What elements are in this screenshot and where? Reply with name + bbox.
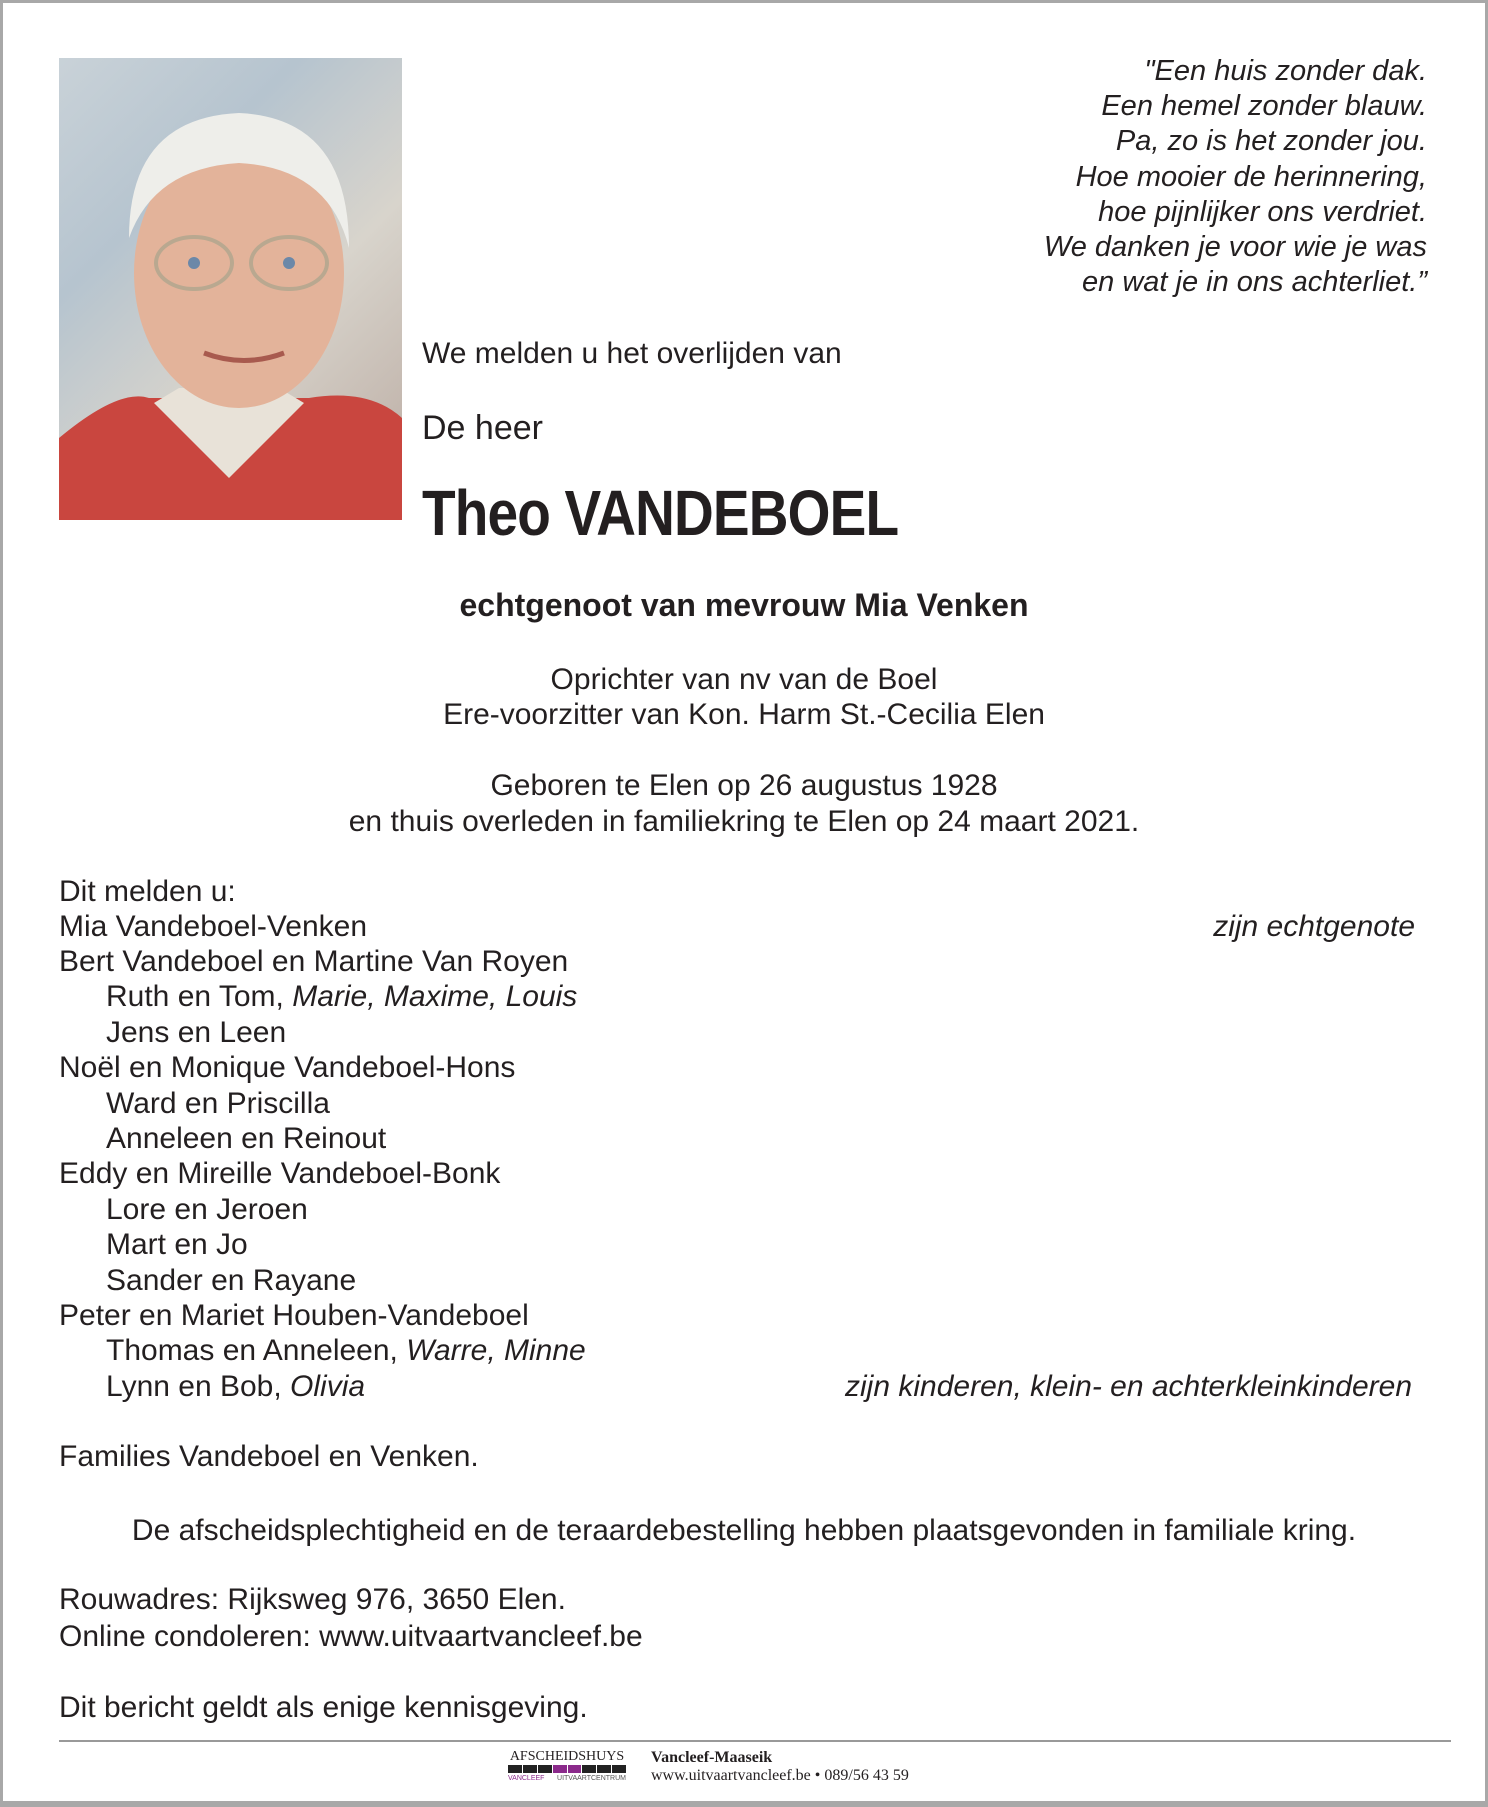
logo-subtext: UITVAARTCENTRUM [557, 1775, 626, 1782]
family-spouse: Mia Vandeboel-Venken [59, 910, 367, 943]
intro-text: We melden u het overlijden van [422, 337, 842, 370]
family-member-line [59, 1157, 500, 1191]
member-names: Peter en Mariet Houben-Vandeboel [59, 1299, 529, 1332]
logo-subtext: VANCLEEF [508, 1775, 545, 1782]
quote-line: Hoe mooier de herinnering, [1075, 161, 1427, 193]
member-names: Anneleen en Reinout [106, 1122, 387, 1155]
family-member-line [106, 980, 577, 1014]
member-names: Mart en Jo [106, 1228, 248, 1262]
birth-line: Geboren te Elen op 26 augustus 1928 [490, 769, 998, 802]
portrait-photo [59, 58, 402, 520]
family-member-line [106, 1193, 308, 1227]
member-children: Marie, Maxime, Louis [292, 980, 578, 1014]
member-names: Sander en Rayane [106, 1263, 357, 1297]
families-line: Families Vandeboel en Venken. [59, 1440, 479, 1473]
member-names: Thomas en Anneleen, [106, 1334, 407, 1368]
death-line: en thuis overleden in familiekring te Elen op 24 maart 2021. [348, 805, 1140, 838]
quote-line: en wat je in ons achterliet.” [1082, 266, 1427, 298]
quote-line: Een hemel zonder blauw. [1101, 90, 1427, 122]
ceremony-text: De afscheidsplechtigheid en de teraardebestelling hebben plaatsgevonden in familiale kring. [131, 1514, 1357, 1547]
children-role: zijn kinderen, klein- en achterkleinkinderen [845, 1370, 1412, 1403]
member-children: Warre, Minne [406, 1334, 586, 1368]
role-line: Ere-voorzitter van Kon. Harm St.-Cecilia Elen [443, 698, 1045, 731]
online-condolence-text: Online condoleren: www.uitvaartvancleef.be [59, 1620, 643, 1653]
quote-line: hoe pijnlijker ons verdriet. [1098, 196, 1427, 228]
member-names: Ruth en Tom, [106, 980, 293, 1014]
company-contact: www.uitvaartvancleef.be • 089/56 43 59 [651, 1767, 909, 1784]
quote-line: We danken je voor wie je was [1043, 231, 1427, 263]
spouse-role: zijn echtgenote [1213, 910, 1415, 943]
family-member-line [106, 1264, 356, 1298]
quote-line: Pa, zo is het zonder jou. [1115, 125, 1427, 157]
address-text: Rouwadres: Rijksweg 976, 3650 Elen. [59, 1583, 566, 1616]
family-member-line [59, 1051, 515, 1085]
company-name: Vancleef-Maaseik [651, 1749, 773, 1766]
family-member-line [106, 1087, 330, 1121]
family-member-line [106, 1228, 248, 1262]
divider [59, 1740, 1451, 1742]
member-names: Eddy en Mireille Vandeboel-Bonk [59, 1157, 501, 1191]
family-member-line [106, 1370, 365, 1404]
member-names: Bert Vandeboel en Martine Van Royen [59, 945, 569, 978]
quote-line: "Een huis zonder dak. [1144, 55, 1427, 87]
member-names: Ward en Priscilla [106, 1086, 330, 1120]
member-names: Lore en Jeroen [106, 1192, 308, 1226]
member-names: Jens en Leen [106, 1015, 287, 1049]
member-names: Lynn en Bob, [106, 1369, 291, 1403]
member-names: Noël en Monique Vandeboel-Hons [59, 1051, 516, 1085]
funeral-home-logo [508, 1749, 626, 1782]
family-member-line [106, 1016, 286, 1050]
title-text: De heer [422, 409, 543, 447]
spouse-line: echtgenoot van mevrouw Mia Venken [459, 587, 1029, 623]
role-line: Oprichter van nv van de Boel [550, 663, 938, 696]
family-member-line [106, 1334, 586, 1368]
family-member-line [59, 945, 568, 979]
member-children: Olivia [290, 1369, 366, 1403]
family-member-line [106, 1122, 386, 1156]
family-member-line [59, 1299, 529, 1333]
notice-text: Dit bericht geldt als enige kennisgeving. [59, 1691, 588, 1724]
deceased-name: Theo VANDEBOEL [422, 477, 899, 549]
family-heading: Dit melden u: [59, 875, 236, 908]
bottom-band [0, 1801, 1488, 1807]
logo-text: AFSCHEIDSHUYS [509, 1749, 625, 1764]
